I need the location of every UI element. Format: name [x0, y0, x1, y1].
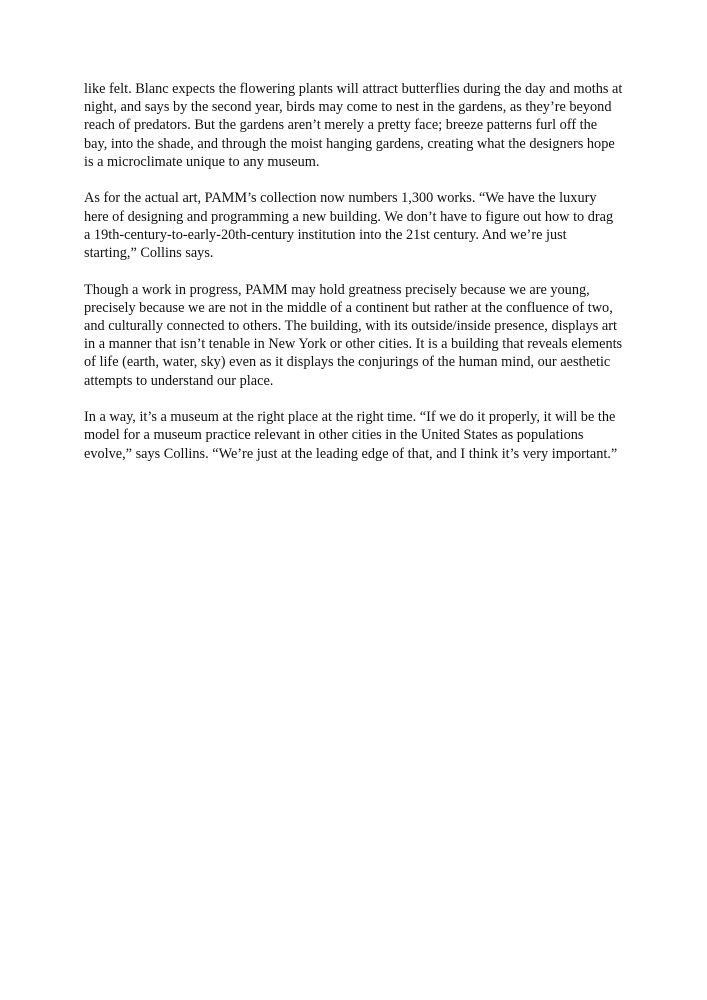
paragraph-right-time: [84, 408, 644, 463]
text-line: like felt. Blanc expects the flowering plants will attract butterflies during the day and moths at: [84, 81, 623, 97]
paragraph-greatness: [84, 281, 644, 390]
text-line: model for a museum practice relevant in other cities in the United States as populations: [84, 427, 584, 444]
text-line: bay, into the shade, and through the moist hanging gardens, creating what the designers hope: [84, 135, 615, 152]
text-line: starting,” Collins says.: [84, 245, 214, 262]
text-line: As for the actual art, PAMM’s collection now numbers 1,300 works. “We have the luxury: [84, 190, 597, 207]
text-line: precisely because we are not in the middle of a continent but rather at the confluence of two,: [84, 299, 613, 316]
text-line: night, and says by the second year, birds may come to nest in the gardens, as they’re beyond: [84, 99, 612, 116]
text-line: In a way, it’s a museum at the right place at the right time. “If we do it properly, it will be the: [84, 409, 616, 426]
paragraph-collection: [84, 189, 644, 262]
text-line: a 19th-century-to-early-20th-century institution into the 21st century. And we’re just: [84, 226, 567, 243]
text-line: in a manner that isn’t tenable in New York or other cities. It is a building that reveals elements: [84, 336, 623, 353]
paragraph-gardens: [84, 80, 644, 171]
text-line: of life (earth, water, sky) even as it displays the conjurings of the human mind, our aesthetic: [84, 354, 611, 371]
text-line: attempts to understand our place.: [84, 372, 274, 389]
text-line: Though a work in progress, PAMM may hold greatness precisely because we are young,: [84, 281, 590, 298]
text-line: evolve,” says Collins. “We’re just at the leading edge of that, and I think it’s very important.”: [84, 445, 618, 462]
text-line: here of designing and programming a new building. We don’t have to figure out how to drag: [84, 208, 614, 225]
text-line: is a microclimate unique to any museum.: [84, 153, 320, 170]
text-line: reach of predators. But the gardens aren’t merely a pretty face; breeze patterns furl off the: [84, 117, 598, 134]
body-text: [84, 80, 644, 481]
text-line: and culturally connected to others. The building, with its outside/inside presence, displays art: [84, 318, 617, 335]
